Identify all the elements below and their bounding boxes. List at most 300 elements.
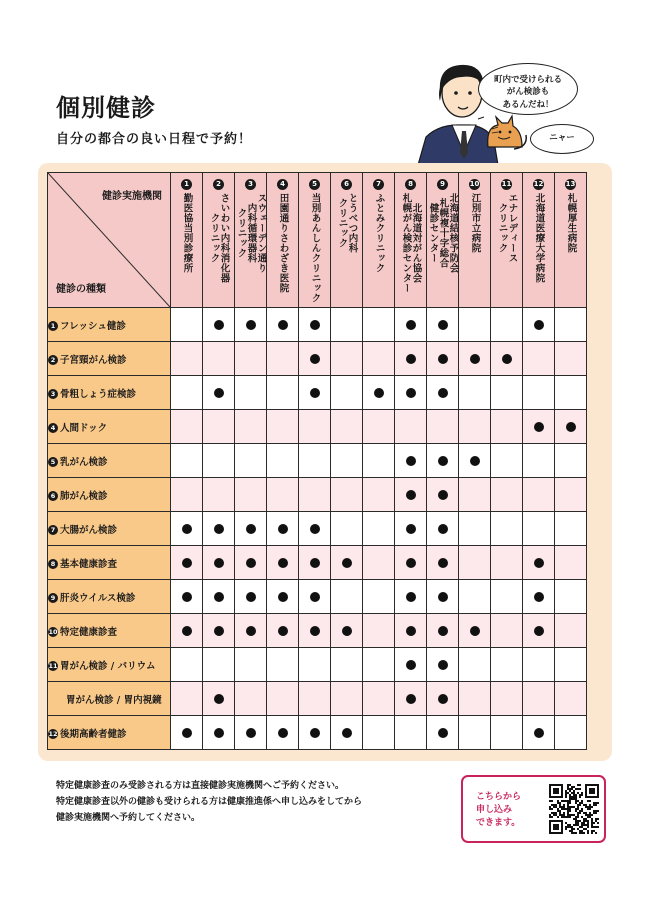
table-cell (267, 716, 299, 750)
institution-name-line: 健診センター (427, 203, 439, 263)
table-cell (235, 614, 267, 648)
institution-name (236, 193, 266, 273)
available-dot-icon (438, 354, 448, 364)
table-cell (171, 512, 203, 546)
institution-number: 2 (213, 179, 224, 190)
available-dot-icon (214, 558, 224, 568)
available-dot-icon (438, 558, 448, 568)
institution-number: 8 (405, 179, 416, 190)
table-cell (267, 342, 299, 376)
institution-number: 12 (533, 180, 544, 188)
available-dot-icon (310, 592, 320, 602)
institution-column-header (235, 173, 267, 308)
table-row (48, 376, 587, 410)
table-cell (299, 682, 331, 716)
table-cell (203, 716, 235, 750)
table-cell (427, 444, 459, 478)
table-cell (171, 308, 203, 342)
available-dot-icon (246, 524, 256, 534)
table-cell (459, 682, 491, 716)
table-cell (427, 410, 459, 444)
table-cell (331, 648, 363, 682)
table-cell (427, 342, 459, 376)
table-cell (491, 342, 523, 376)
table-cell (203, 648, 235, 682)
table-row (48, 478, 587, 512)
available-dot-icon (310, 320, 320, 330)
checkup-name: 子宮頸がん検診 (60, 354, 127, 366)
checkup-number: 2 (48, 355, 58, 365)
table-cell (171, 410, 203, 444)
table-row (48, 716, 587, 750)
table-cell (395, 342, 427, 376)
available-dot-icon (278, 524, 288, 534)
available-dot-icon (310, 728, 320, 738)
available-dot-icon (246, 728, 256, 738)
available-dot-icon (406, 592, 416, 602)
table-cell (299, 512, 331, 546)
table-cell (555, 512, 587, 546)
institution-column-header (331, 173, 363, 308)
available-dot-icon (182, 558, 192, 568)
table-cell (203, 444, 235, 478)
table-cell (491, 682, 523, 716)
institution-name-line: 札幌がん検診センター (400, 193, 412, 293)
available-dot-icon (438, 490, 448, 500)
available-dot-icon (342, 558, 352, 568)
institution-number: 9 (437, 179, 448, 190)
checkup-name: 大腸がん検診 (60, 524, 118, 536)
institution-column-header (491, 173, 523, 308)
table-cell (171, 546, 203, 580)
institution-number: 10 (469, 180, 480, 188)
table-cell (555, 546, 587, 580)
table-cell (491, 648, 523, 682)
table-cell (235, 716, 267, 750)
table-cell (363, 342, 395, 376)
institution-column-header (267, 173, 299, 308)
institution-name (209, 193, 229, 283)
checkup-type-label (48, 444, 171, 478)
table-cell (555, 648, 587, 682)
institution-column-header (299, 173, 331, 308)
table-cell (267, 682, 299, 716)
checkup-type-label (48, 410, 171, 444)
table-row (48, 580, 587, 614)
note-line: 特定健康診査のみ受診される方は直接健診実施機関へご予約ください。 (56, 781, 345, 791)
table-cell (459, 512, 491, 546)
available-dot-icon (406, 626, 416, 636)
available-dot-icon (470, 354, 480, 364)
table-cell (267, 648, 299, 682)
table-cell (171, 376, 203, 410)
table-cell (235, 376, 267, 410)
apply-box[interactable] (461, 775, 606, 843)
table-cell (203, 342, 235, 376)
table-cell (363, 546, 395, 580)
table-cell (395, 444, 427, 478)
table-cell (267, 478, 299, 512)
table-row (48, 308, 587, 342)
available-dot-icon (374, 388, 384, 398)
table-row (48, 546, 587, 580)
institution-number: 11 (501, 180, 512, 188)
table-cell (331, 376, 363, 410)
table-row (48, 512, 587, 546)
available-dot-icon (310, 626, 320, 636)
available-dot-icon (214, 320, 224, 330)
institution-column-header (363, 173, 395, 308)
table-cell (395, 716, 427, 750)
table-cell (299, 580, 331, 614)
available-dot-icon (534, 592, 544, 602)
table-cell (459, 580, 491, 614)
table-row (48, 444, 587, 478)
table-cell (555, 376, 587, 410)
table-header-row (48, 173, 587, 308)
available-dot-icon (310, 388, 320, 398)
table-cell (395, 308, 427, 342)
table-cell (171, 580, 203, 614)
table-cell (235, 512, 267, 546)
table-cell (523, 478, 555, 512)
checkup-name: 特定健康診査 (60, 626, 118, 638)
available-dot-icon (534, 626, 544, 636)
available-dot-icon (182, 626, 192, 636)
table-cell (459, 342, 491, 376)
available-dot-icon (310, 354, 320, 364)
available-dot-icon (310, 524, 320, 534)
available-dot-icon (406, 660, 416, 670)
table-cell (203, 410, 235, 444)
table-cell (523, 580, 555, 614)
table-cell (523, 376, 555, 410)
checkup-name: 胃がん検診 / バリウム (60, 660, 156, 672)
available-dot-icon (406, 558, 416, 568)
institution-name-line: 内科循環器科 (245, 203, 257, 263)
available-dot-icon (182, 728, 192, 738)
available-dot-icon (502, 354, 512, 364)
table-cell (203, 308, 235, 342)
table-row (48, 342, 587, 376)
table-cell (427, 512, 459, 546)
table-cell (395, 376, 427, 410)
available-dot-icon (214, 524, 224, 534)
table-cell (299, 478, 331, 512)
available-dot-icon (182, 592, 192, 602)
table-cell (523, 716, 555, 750)
available-dot-icon (342, 626, 352, 636)
available-dot-icon (438, 320, 448, 330)
table-cell (203, 546, 235, 580)
table-cell (267, 444, 299, 478)
checkup-name: 人間ドック (60, 422, 108, 434)
table-cell (203, 478, 235, 512)
institution-name-line: さいわい内科消化器 (218, 193, 230, 283)
checkup-name: 骨粗しょう症検診 (60, 388, 137, 400)
apply-text: こちらから 申し込み できます。 (476, 792, 522, 829)
institution-name-line: 北海道医療大学病院 (533, 193, 545, 283)
checkup-number: 3 (48, 389, 58, 399)
institution-name-line: 札幌複十字総合 (437, 198, 449, 268)
note-line: 特定健康診査以外の健診も受けられる方は健康推進係へ申し込みをしてから (56, 796, 363, 807)
available-dot-icon (406, 456, 416, 466)
table-cell (363, 614, 395, 648)
table-cell (491, 546, 523, 580)
table-cell (555, 308, 587, 342)
available-dot-icon (438, 524, 448, 534)
table-cell (363, 478, 395, 512)
table-cell (299, 546, 331, 580)
institution-number: 7 (373, 179, 384, 190)
table-cell (459, 410, 491, 444)
checkup-number: 9 (48, 593, 58, 603)
table-cell (299, 308, 331, 342)
available-dot-icon (214, 728, 224, 738)
checkup-name: 基本健康診査 (60, 558, 118, 570)
table-cell (363, 444, 395, 478)
table-cell (267, 546, 299, 580)
table-cell (427, 614, 459, 648)
table-cell (171, 682, 203, 716)
institution-name-line: 札幌厚生病院 (565, 193, 577, 253)
table-cell (395, 512, 427, 546)
table-cell (267, 410, 299, 444)
institution-name (470, 193, 480, 253)
available-dot-icon (438, 388, 448, 398)
table-cell (363, 410, 395, 444)
table-cell (555, 342, 587, 376)
checkup-name: 肝炎ウイルス検診 (60, 592, 136, 604)
table-cell (267, 376, 299, 410)
available-dot-icon (214, 626, 224, 636)
table-cell (523, 682, 555, 716)
available-dot-icon (278, 558, 288, 568)
institution-name-line: クリニック (208, 213, 220, 263)
checkup-number: 1 (48, 321, 58, 331)
table-cell (235, 648, 267, 682)
table-cell (427, 546, 459, 580)
institution-name-line: クリニック (496, 203, 508, 253)
institution-column-header (523, 173, 555, 308)
cat-speech-bubble: ニャー (530, 124, 594, 154)
available-dot-icon (438, 592, 448, 602)
table-cell (491, 478, 523, 512)
checkup-type-label (48, 648, 171, 682)
table-cell (331, 546, 363, 580)
table-cell (363, 308, 395, 342)
checkup-number: 7 (48, 525, 58, 535)
available-dot-icon (406, 320, 416, 330)
institution-name-line: 田園通りさわざき医院 (277, 193, 289, 293)
table-cell (491, 716, 523, 750)
qr-code-icon[interactable] (549, 784, 599, 834)
institution-number: 5 (309, 179, 320, 190)
table-cell (491, 444, 523, 478)
table-cell (203, 580, 235, 614)
table-cell (267, 308, 299, 342)
available-dot-icon (214, 694, 224, 704)
institution-name (278, 193, 288, 293)
table-cell (459, 546, 491, 580)
institution-number: 1 (181, 179, 192, 190)
checkup-number: 10 (48, 627, 58, 636)
institution-name (566, 193, 576, 253)
table-cell (427, 648, 459, 682)
institution-number: 13 (565, 180, 576, 188)
table-cell (235, 444, 267, 478)
available-dot-icon (566, 422, 576, 432)
table-cell (555, 614, 587, 648)
table-cell (171, 614, 203, 648)
table-cell (203, 376, 235, 410)
table-cell (235, 546, 267, 580)
institution-name-line: ふとみクリニック (373, 193, 385, 273)
table-cell (395, 682, 427, 716)
table-row (48, 410, 587, 444)
table-cell (363, 716, 395, 750)
institution-number: 4 (277, 179, 288, 190)
table-cell (235, 342, 267, 376)
page-title: 個別健診 (56, 94, 156, 122)
checkup-type-label (48, 614, 171, 648)
table-cell (491, 614, 523, 648)
checkup-number: 11 (48, 661, 58, 670)
institution-name (310, 193, 320, 303)
available-dot-icon (534, 728, 544, 738)
checkup-type-label (48, 682, 171, 716)
table-cell (235, 410, 267, 444)
table-cell (331, 308, 363, 342)
table-cell (427, 376, 459, 410)
institution-name-line: スウェーデン通り (255, 193, 267, 273)
table-cell (299, 410, 331, 444)
available-dot-icon (438, 728, 448, 738)
institution-column-header (555, 173, 587, 308)
table-cell (267, 512, 299, 546)
institution-column-header (427, 173, 459, 308)
available-dot-icon (214, 592, 224, 602)
table-cell (363, 580, 395, 614)
checkup-type-label (48, 342, 171, 376)
available-dot-icon (246, 626, 256, 636)
table-cell (203, 682, 235, 716)
table-cell (299, 648, 331, 682)
available-dot-icon (406, 490, 416, 500)
available-dot-icon (470, 456, 480, 466)
available-dot-icon (438, 660, 448, 670)
available-dot-icon (246, 592, 256, 602)
institution-header: 健診実施機関 (102, 191, 162, 202)
table-corner (48, 173, 171, 308)
available-dot-icon (534, 422, 544, 432)
available-dot-icon (310, 558, 320, 568)
checkup-name: フレッシュ健診 (60, 320, 126, 332)
table-cell (267, 614, 299, 648)
table-cell (523, 308, 555, 342)
page-subtitle: 自分の都合の良い日程で予約！ (56, 132, 253, 147)
person-speech-bubble: 町内で受けられる がん検診も あるんだね！ (478, 63, 578, 115)
table-cell (427, 580, 459, 614)
institution-name (428, 193, 458, 273)
institution-number: 6 (341, 179, 352, 190)
table-cell (459, 648, 491, 682)
notes (56, 779, 362, 826)
checkup-number: 6 (48, 491, 58, 501)
available-dot-icon (438, 456, 448, 466)
table-cell (459, 614, 491, 648)
table-cell (523, 410, 555, 444)
table-cell (395, 614, 427, 648)
institution-name (534, 193, 544, 283)
table-cell (235, 682, 267, 716)
table-cell (395, 478, 427, 512)
table-cell (427, 478, 459, 512)
table-cell (491, 580, 523, 614)
available-dot-icon (246, 320, 256, 330)
table-cell (427, 308, 459, 342)
table-cell (491, 410, 523, 444)
table-cell (491, 308, 523, 342)
checkup-table (47, 172, 587, 750)
available-dot-icon (342, 728, 352, 738)
table-cell (299, 614, 331, 648)
available-dot-icon (438, 694, 448, 704)
table-cell (331, 716, 363, 750)
institution-name-line: 勤医協当別診療所 (181, 193, 193, 273)
institution-name-line: エナレディース (506, 193, 518, 263)
table-cell (427, 716, 459, 750)
table-cell (171, 716, 203, 750)
table-cell (555, 410, 587, 444)
institution-name-line: 当別あんしんクリニック (309, 193, 321, 303)
table-cell (299, 376, 331, 410)
table-cell (363, 512, 395, 546)
institution-column-header (203, 173, 235, 308)
available-dot-icon (406, 524, 416, 534)
available-dot-icon (182, 524, 192, 534)
table-cell (459, 376, 491, 410)
table-cell (331, 444, 363, 478)
available-dot-icon (534, 558, 544, 568)
checkup-number: 4 (48, 423, 58, 433)
institution-column-header (395, 173, 427, 308)
available-dot-icon (246, 558, 256, 568)
available-dot-icon (438, 626, 448, 636)
table-cell (331, 478, 363, 512)
table-row (48, 614, 587, 648)
institution-name (401, 193, 421, 293)
available-dot-icon (406, 388, 416, 398)
table-cell (491, 512, 523, 546)
available-dot-icon (278, 728, 288, 738)
available-dot-icon (278, 592, 288, 602)
table-cell (395, 546, 427, 580)
table-cell (523, 342, 555, 376)
table-cell (363, 376, 395, 410)
table-cell (459, 308, 491, 342)
available-dot-icon (278, 626, 288, 636)
checkup-type-label (48, 580, 171, 614)
table-cell (299, 716, 331, 750)
table-cell (171, 648, 203, 682)
table-cell (331, 614, 363, 648)
table-cell (331, 342, 363, 376)
available-dot-icon (214, 388, 224, 398)
table-cell (427, 682, 459, 716)
checkup-type-header: 健診の種類 (56, 284, 106, 295)
table-cell (235, 308, 267, 342)
